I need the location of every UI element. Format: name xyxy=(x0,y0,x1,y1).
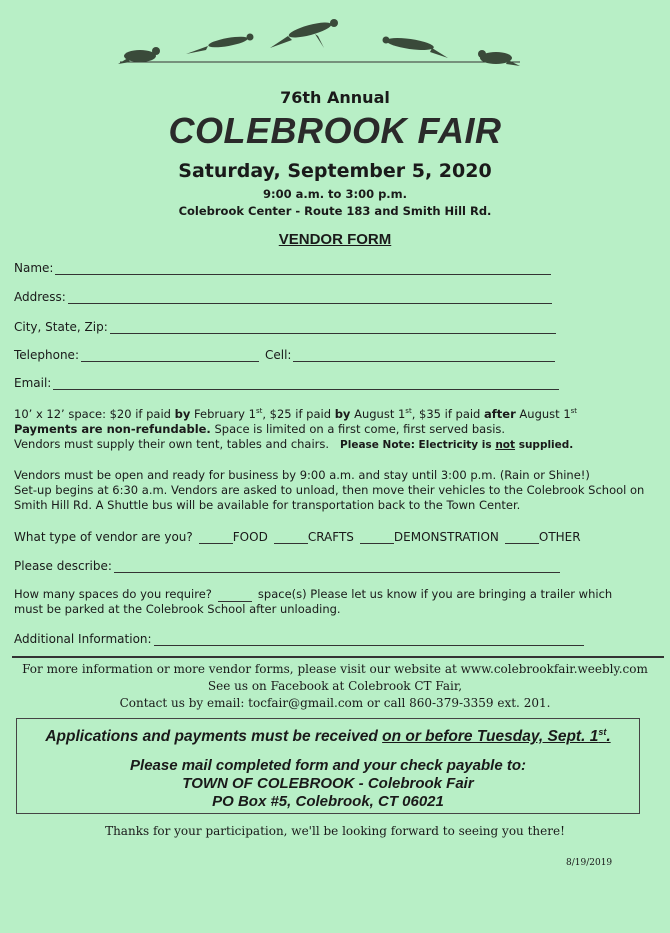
mailing-address: PO Box #5, Colebrook, CT 06021 xyxy=(212,793,444,810)
cell-line[interactable] xyxy=(293,349,555,362)
fair-location: Colebrook Center - Route 183 and Smith Hill Rd. xyxy=(178,204,492,218)
email-label: Email: xyxy=(14,376,52,390)
deadline-line: Applications and payments must be received on or before Tuesday, Sept. 1st. xyxy=(45,727,611,746)
fair-title: COLEBROOK FAIR xyxy=(168,110,502,151)
spaces-paragraph: How many spaces do you require? space(s) Please let us know if you are bringing a trailer which must be parked at the Colebrook School after unloading. xyxy=(14,587,613,616)
address-field[interactable] xyxy=(14,290,552,304)
additional-info-label: Additional Information: xyxy=(14,632,152,646)
describe-label: Please describe: xyxy=(14,559,112,573)
contact-info: For more information or more vendor forms, please visit our website at www.colebrookfair.weebly.com See us on Facebook at Colebrook CT Fair, Contact us by email: tocfair@gmail.com or call 860-379-3359 ext. 201. xyxy=(22,662,648,710)
pricing-paragraph: 10’ x 12’ space: $20 if paid by February 1st, $25 if paid by August 1st, $35 if paid after August 1st Payments are non-refundable. Space is limited on a first come, first served basis. Vendors must supply their own tent, tables and chairs. Please Note: Electricity is not supplied. xyxy=(14,406,578,451)
telephone-line[interactable] xyxy=(81,349,259,362)
other-blank[interactable] xyxy=(505,531,539,544)
fair-date: Saturday, September 5, 2020 xyxy=(178,160,492,182)
vendor-type-row xyxy=(14,530,581,544)
describe-line[interactable] xyxy=(114,560,560,573)
additional-info-field[interactable] xyxy=(14,632,584,646)
document-date: 8/19/2019 xyxy=(566,858,613,868)
option-food: FOOD xyxy=(232,530,268,544)
additional-info-line[interactable] xyxy=(154,633,584,646)
spaces-unit: space(s) Please let us know if you are bringing a trailer which xyxy=(257,587,613,601)
deadline-box xyxy=(16,718,640,814)
form-title: VENDOR FORM xyxy=(278,231,392,248)
mail-instruction: Please mail completed form and your check payable to: xyxy=(130,757,526,774)
cell-label: Cell: xyxy=(265,348,292,362)
annual-label: 76th Annual xyxy=(280,88,390,107)
section-divider xyxy=(12,656,664,658)
frog-silhouette-icon xyxy=(110,14,530,70)
city-state-zip-label: City, State, Zip: xyxy=(14,320,108,334)
spaces-question: How many spaces do you require? xyxy=(14,587,212,601)
payee: TOWN OF COLEBROOK - Colebrook Fair xyxy=(182,775,474,792)
city-state-zip-line[interactable] xyxy=(110,321,556,334)
fair-time: 9:00 a.m. to 3:00 p.m. xyxy=(262,187,408,201)
demonstration-blank[interactable] xyxy=(360,531,394,544)
option-demonstration: DEMONSTRATION xyxy=(393,530,499,544)
food-blank[interactable] xyxy=(199,531,233,544)
rules-paragraph: Vendors must be open and ready for business by 9:00 a.m. and stay until 3:00 p.m. (Rain or Shine!) Set-up begins at 6:30 a.m. Vendors are asked to unload, then move their vehicles to the Colebrook School on Smith Hill Rd. A Shuttle bus will be available for transportation back to the Town Center. xyxy=(14,468,645,512)
option-crafts: CRAFTS xyxy=(307,530,354,544)
address-label: Address: xyxy=(14,290,66,304)
telephone-field[interactable] xyxy=(14,348,555,362)
telephone-label: Telephone: xyxy=(14,348,79,362)
name-line[interactable] xyxy=(55,262,551,275)
describe-field[interactable] xyxy=(14,559,560,573)
spaces-blank[interactable] xyxy=(218,589,252,602)
email-field[interactable] xyxy=(14,376,559,390)
email-line[interactable] xyxy=(53,377,559,390)
option-other: OTHER xyxy=(538,530,581,544)
name-label: Name: xyxy=(14,261,54,275)
thanks-message: Thanks for your participation, we'll be looking forward to seeing you there! xyxy=(105,824,565,838)
address-line[interactable] xyxy=(68,291,552,304)
name-field[interactable] xyxy=(14,261,551,275)
vendor-type-question: What type of vendor are you? xyxy=(14,530,193,544)
city-state-zip-field[interactable] xyxy=(14,320,556,334)
crafts-blank[interactable] xyxy=(274,531,308,544)
